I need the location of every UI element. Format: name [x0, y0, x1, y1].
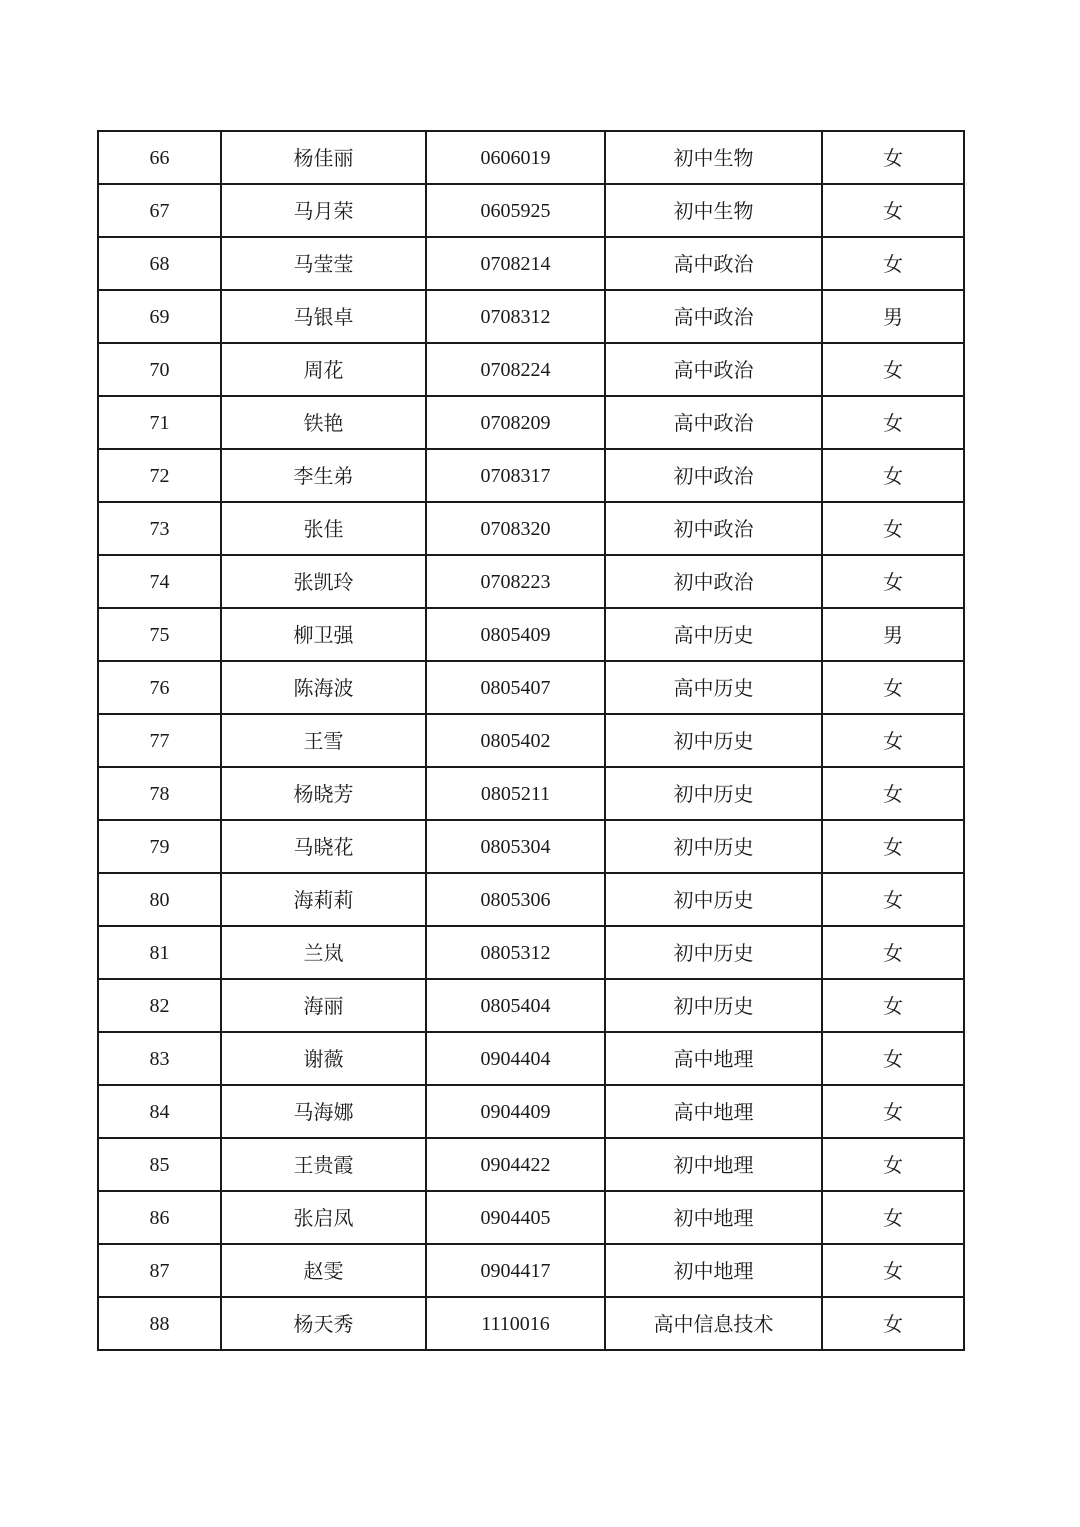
table-row [98, 555, 964, 608]
name-cell: 海丽 [221, 979, 426, 1032]
name-cell: 周花 [221, 343, 426, 396]
row-number-cell: 74 [98, 555, 221, 608]
row-number-cell: 79 [98, 820, 221, 873]
subject-cell: 高中政治 [605, 396, 822, 449]
subject-cell: 初中政治 [605, 449, 822, 502]
subject-cell: 初中生物 [605, 131, 822, 184]
gender-cell: 女 [822, 1244, 964, 1297]
subject-cell: 初中政治 [605, 555, 822, 608]
roster-table [97, 130, 965, 1351]
table-row [98, 449, 964, 502]
row-number-cell: 69 [98, 290, 221, 343]
gender-cell: 女 [822, 1032, 964, 1085]
name-cell: 王贵霞 [221, 1138, 426, 1191]
exam-id-cell: 0805304 [426, 820, 605, 873]
row-number-cell: 75 [98, 608, 221, 661]
table-row [98, 343, 964, 396]
name-cell: 张佳 [221, 502, 426, 555]
gender-cell: 女 [822, 555, 964, 608]
table-row [98, 1085, 964, 1138]
row-number-cell: 68 [98, 237, 221, 290]
table-row [98, 1138, 964, 1191]
gender-cell: 女 [822, 449, 964, 502]
exam-id-cell: 0708317 [426, 449, 605, 502]
exam-id-cell: 0805312 [426, 926, 605, 979]
gender-cell: 女 [822, 502, 964, 555]
gender-cell: 男 [822, 608, 964, 661]
table-row [98, 502, 964, 555]
subject-cell: 初中地理 [605, 1191, 822, 1244]
name-cell: 杨晓芳 [221, 767, 426, 820]
table-row [98, 820, 964, 873]
table-row [98, 396, 964, 449]
table-row [98, 1191, 964, 1244]
row-number-cell: 88 [98, 1297, 221, 1350]
exam-id-cell: 0904409 [426, 1085, 605, 1138]
subject-cell: 初中历史 [605, 979, 822, 1032]
name-cell: 铁艳 [221, 396, 426, 449]
table-row [98, 979, 964, 1032]
name-cell: 杨佳丽 [221, 131, 426, 184]
exam-id-cell: 0904422 [426, 1138, 605, 1191]
exam-id-cell: 0708223 [426, 555, 605, 608]
table-row [98, 1297, 964, 1350]
subject-cell: 初中历史 [605, 926, 822, 979]
name-cell: 马月荣 [221, 184, 426, 237]
name-cell: 马海娜 [221, 1085, 426, 1138]
table-row [98, 661, 964, 714]
exam-id-cell: 0805211 [426, 767, 605, 820]
subject-cell: 高中地理 [605, 1032, 822, 1085]
table-row [98, 184, 964, 237]
exam-id-cell: 0606019 [426, 131, 605, 184]
row-number-cell: 85 [98, 1138, 221, 1191]
exam-id-cell: 0805306 [426, 873, 605, 926]
subject-cell: 高中政治 [605, 290, 822, 343]
name-cell: 赵雯 [221, 1244, 426, 1297]
gender-cell: 女 [822, 1191, 964, 1244]
row-number-cell: 83 [98, 1032, 221, 1085]
subject-cell: 初中历史 [605, 873, 822, 926]
subject-cell: 初中生物 [605, 184, 822, 237]
exam-id-cell: 0904405 [426, 1191, 605, 1244]
gender-cell: 女 [822, 184, 964, 237]
table-row [98, 237, 964, 290]
subject-cell: 高中历史 [605, 661, 822, 714]
subject-cell: 高中地理 [605, 1085, 822, 1138]
table-row [98, 608, 964, 661]
name-cell: 柳卫强 [221, 608, 426, 661]
exam-id-cell: 1110016 [426, 1297, 605, 1350]
name-cell: 兰岚 [221, 926, 426, 979]
name-cell: 谢薇 [221, 1032, 426, 1085]
name-cell: 马银卓 [221, 290, 426, 343]
row-number-cell: 73 [98, 502, 221, 555]
name-cell: 海莉莉 [221, 873, 426, 926]
name-cell: 王雪 [221, 714, 426, 767]
row-number-cell: 70 [98, 343, 221, 396]
exam-id-cell: 0805407 [426, 661, 605, 714]
name-cell: 陈海波 [221, 661, 426, 714]
gender-cell: 女 [822, 1085, 964, 1138]
table-row [98, 926, 964, 979]
name-cell: 张凯玲 [221, 555, 426, 608]
table-row [98, 1244, 964, 1297]
subject-cell: 初中历史 [605, 767, 822, 820]
subject-cell: 初中地理 [605, 1138, 822, 1191]
subject-cell: 高中信息技术 [605, 1297, 822, 1350]
roster-table-body [98, 131, 964, 1350]
row-number-cell: 80 [98, 873, 221, 926]
row-number-cell: 81 [98, 926, 221, 979]
name-cell: 马莹莹 [221, 237, 426, 290]
gender-cell: 女 [822, 979, 964, 1032]
gender-cell: 女 [822, 131, 964, 184]
name-cell: 马晓花 [221, 820, 426, 873]
table-row [98, 1032, 964, 1085]
gender-cell: 女 [822, 1297, 964, 1350]
table-row [98, 873, 964, 926]
subject-cell: 初中地理 [605, 1244, 822, 1297]
row-number-cell: 66 [98, 131, 221, 184]
gender-cell: 女 [822, 873, 964, 926]
gender-cell: 女 [822, 820, 964, 873]
table-row [98, 714, 964, 767]
exam-id-cell: 0708214 [426, 237, 605, 290]
subject-cell: 高中政治 [605, 343, 822, 396]
exam-id-cell: 0708224 [426, 343, 605, 396]
exam-id-cell: 0708209 [426, 396, 605, 449]
gender-cell: 女 [822, 237, 964, 290]
exam-id-cell: 0708312 [426, 290, 605, 343]
exam-id-cell: 0605925 [426, 184, 605, 237]
row-number-cell: 72 [98, 449, 221, 502]
row-number-cell: 87 [98, 1244, 221, 1297]
gender-cell: 女 [822, 661, 964, 714]
exam-id-cell: 0708320 [426, 502, 605, 555]
row-number-cell: 78 [98, 767, 221, 820]
name-cell: 李生弟 [221, 449, 426, 502]
exam-id-cell: 0904417 [426, 1244, 605, 1297]
subject-cell: 初中历史 [605, 820, 822, 873]
table-row [98, 290, 964, 343]
row-number-cell: 84 [98, 1085, 221, 1138]
name-cell: 杨天秀 [221, 1297, 426, 1350]
subject-cell: 高中政治 [605, 237, 822, 290]
subject-cell: 高中历史 [605, 608, 822, 661]
row-number-cell: 86 [98, 1191, 221, 1244]
table-row [98, 131, 964, 184]
exam-id-cell: 0805402 [426, 714, 605, 767]
gender-cell: 女 [822, 767, 964, 820]
gender-cell: 女 [822, 714, 964, 767]
exam-id-cell: 0904404 [426, 1032, 605, 1085]
name-cell: 张启凤 [221, 1191, 426, 1244]
subject-cell: 初中政治 [605, 502, 822, 555]
exam-id-cell: 0805409 [426, 608, 605, 661]
gender-cell: 男 [822, 290, 964, 343]
subject-cell: 初中历史 [605, 714, 822, 767]
gender-cell: 女 [822, 1138, 964, 1191]
row-number-cell: 67 [98, 184, 221, 237]
exam-id-cell: 0805404 [426, 979, 605, 1032]
gender-cell: 女 [822, 926, 964, 979]
row-number-cell: 82 [98, 979, 221, 1032]
gender-cell: 女 [822, 343, 964, 396]
table-row [98, 767, 964, 820]
gender-cell: 女 [822, 396, 964, 449]
row-number-cell: 77 [98, 714, 221, 767]
row-number-cell: 71 [98, 396, 221, 449]
row-number-cell: 76 [98, 661, 221, 714]
